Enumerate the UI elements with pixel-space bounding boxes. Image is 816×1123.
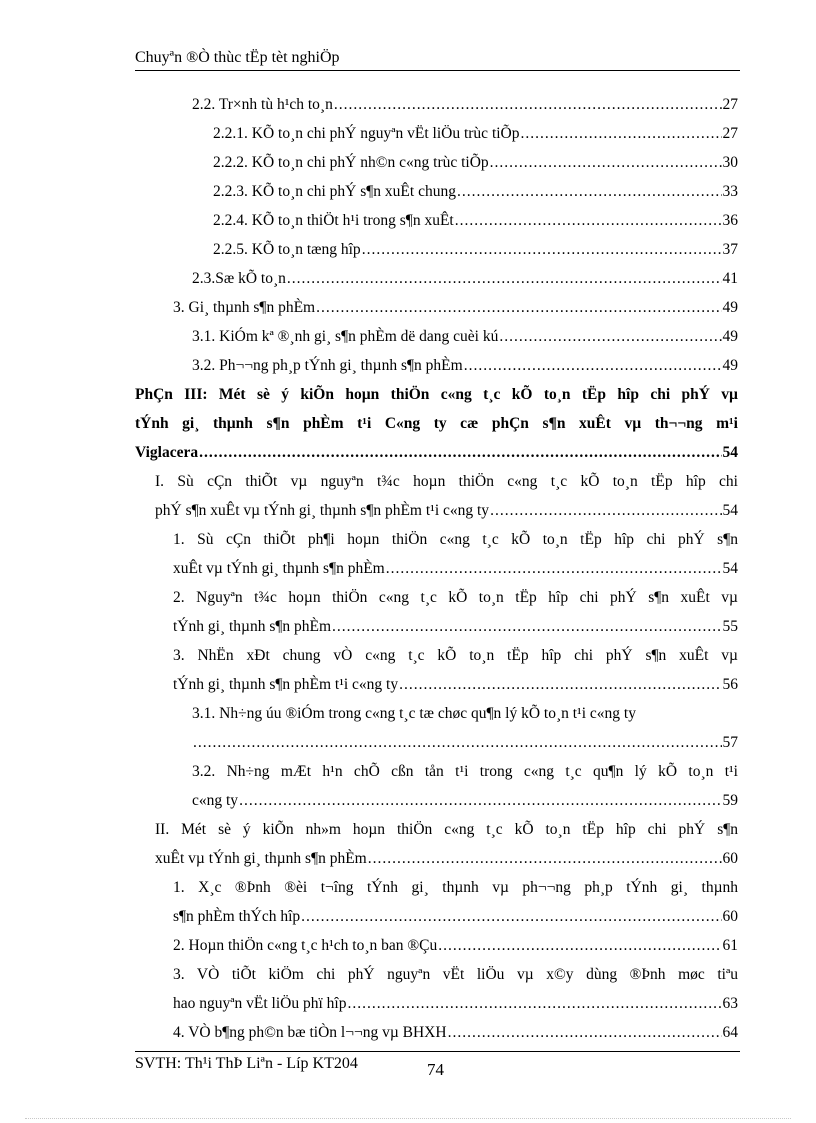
toc-entry-title: 2.2.1. KÕ to¸n chi phÝ nguyªn vËt liÖu trùc tiÕp: [213, 125, 520, 142]
toc-entry-page: 27: [722, 96, 738, 113]
header-title: Chuyªn ®Ò thùc tËp tèt nghiÖp: [135, 49, 340, 66]
toc-entry-title: c«ng ty: [192, 792, 239, 809]
toc-entry-title: 2.2.4. KÕ to¸n thiÖt h¹i trong s¶n xuÊt: [213, 212, 454, 229]
toc-entry: [213, 180, 738, 204]
toc-entry: [213, 122, 738, 146]
toc-entry: [213, 209, 738, 233]
toc-entry-page: 27: [722, 125, 738, 142]
toc-part-heading: PhÇn III: Mét sè ý kiÕn hoµn thiÖn c«ng t¸c kÕ to¸n tËp hîp chi phÝ vµ: [135, 386, 738, 403]
toc-entry: [173, 1021, 738, 1045]
toc-entry-page: 41: [722, 270, 738, 287]
toc-entry-page: 36: [722, 212, 738, 229]
toc-entry: [173, 934, 738, 958]
toc-entry-page: 37: [722, 241, 738, 258]
toc-entry: [192, 93, 738, 117]
page-edge-divider: [25, 1118, 791, 1120]
toc-entry-line: I. Sù cÇn thiÕt vµ nguyªn t¾c hoµn thiÖn c«ng t¸c kÕ to¸n tËp hîp chi: [155, 473, 738, 490]
toc-entry: [213, 238, 738, 262]
toc-entry-title: 2.2.3. KÕ to¸n chi phÝ s¶n xuÊt chung: [213, 183, 456, 200]
toc-entry-line: 3.1. Nh÷ng úu ®iÓm trong c«ng t¸c tæ chøc qu¶n lý kÕ to¸n t¹i c«ng ty: [192, 705, 636, 722]
toc-entry-page: 49: [722, 299, 738, 316]
toc-entry-title: 3.2. Ph¬¬ng ph¸p tÝnh gi¸ thµnh s¶n phÈm: [192, 357, 463, 374]
toc-entry: [192, 267, 738, 291]
toc-entry-page: 60: [722, 850, 738, 867]
page-header: [135, 49, 740, 71]
page-number: 74: [427, 1060, 444, 1079]
toc-entry-page: 33: [722, 183, 738, 200]
toc-entry: [155, 847, 738, 871]
toc-entry: [173, 557, 738, 581]
toc-entry-page: 49: [722, 357, 738, 374]
toc-entry: [192, 789, 738, 813]
toc-entry: [173, 296, 738, 320]
toc-entry-page: 64: [722, 1024, 738, 1041]
toc-entry-title: s¶n phÈm thÝch hîp: [173, 908, 301, 925]
toc-entry-line: 2. Nguyªn t¾c hoµn thiÖn c«ng t¸c kÕ to¸n tËp hîp chi phÝ s¶n xuÊt vµ: [173, 589, 738, 606]
toc-entry-page: 54: [722, 502, 738, 519]
toc-entry-line: 3. NhËn xÐt chung vÒ c«ng t¸c kÕ to¸n tËp hîp chi phÝ s¶n xuÊt vµ: [173, 647, 738, 664]
footer-author: SVTH: Th¹i ThÞ Liªn - Líp KT204: [135, 1055, 358, 1072]
toc-entry-line: 1. Sù cÇn thiÕt ph¶i hoµn thiÖn c«ng t¸c kÕ to¸n tËp hîp chi phÝ s¶n: [173, 531, 738, 548]
toc-entry-page: 30: [722, 154, 738, 171]
toc-entry-title: 3.1. KiÓm kª ®¸nh gi¸ s¶n phÈm dë dang cuèi kú: [192, 328, 499, 345]
toc-entry-page: 54: [722, 560, 738, 577]
toc-entry-line: 3. VÒ tiÕt kiÖm chi phÝ nguyªn vËt liÖu vµ x©y dùng ®Þnh møc tiªu: [173, 966, 738, 983]
toc-entry-page: 63: [722, 995, 738, 1012]
toc-entry: [135, 441, 738, 465]
toc-entry: [173, 673, 738, 697]
toc-entry-page: 56: [722, 676, 738, 693]
toc-entry-title: hao nguyªn vËt liÖu phï hîp: [173, 995, 347, 1012]
toc-entry-line: 3.2. Nh÷ng mÆt h¹n chÕ cßn tån t¹i trong c«ng t¸c qu¶n lý kÕ to¸n t¹i: [192, 763, 738, 780]
toc-entry-title: 2.3.Sæ kÕ to¸n: [192, 270, 286, 287]
toc-entry-title: xuÊt vµ tÝnh gi¸ thµnh s¶n phÈm: [173, 560, 385, 577]
toc-entry-title: tÝnh gi¸ thµnh s¶n phÈm t¹i c«ng ty: [173, 676, 399, 693]
toc-entry-page: 59: [722, 792, 738, 809]
toc-entry-page: 55: [722, 618, 738, 635]
toc-entry: [173, 992, 738, 1016]
toc-entry-line: II. Mét sè ý kiÕn nh»m hoµn thiÖn c«ng t¸c kÕ to¸n tËp hîp chi phÝ s¶n: [155, 821, 738, 838]
toc-entry-page: 57: [722, 734, 738, 751]
toc-entry: [192, 354, 738, 378]
toc-entry: [173, 615, 738, 639]
toc-entry: [155, 499, 738, 523]
toc-entry-title: phÝ s¶n xuÊt vµ tÝnh gi¸ thµnh s¶n phÈm t¹i c«ng ty: [155, 502, 490, 519]
toc-entry-title: 2.2.5. KÕ to¸n tæng hîp: [213, 241, 361, 258]
toc-entry-title: xuÊt vµ tÝnh gi¸ thµnh s¶n phÈm: [155, 850, 367, 867]
toc-entry-page: 61: [722, 937, 738, 954]
toc-entry-page: 60: [722, 908, 738, 925]
toc-entry-title: Viglacera: [135, 444, 199, 461]
toc-entry-title: 2. Hoµn thiÖn c«ng t¸c h¹ch to¸n ban ®Çu: [173, 937, 438, 954]
toc-entry: [192, 731, 738, 755]
footer-divider: [135, 1051, 740, 1052]
toc-entry-page: 49: [722, 328, 738, 345]
toc-entry-page: 54: [722, 444, 738, 461]
toc-entry-title: 3. Gi¸ thµnh s¶n phÈm: [173, 299, 316, 316]
toc-entry: [192, 325, 738, 349]
toc-entry-title: 2.2. Tr×nh tù h¹ch to¸n: [192, 96, 333, 113]
toc-entry: [213, 151, 738, 175]
toc-entry-title: 4. VÒ b¶ng ph©n bæ tiÒn l¬¬ng vµ BHXH: [173, 1024, 447, 1041]
toc-entry: [173, 905, 738, 929]
toc-entry-line: 1. X¸c ®Þnh ®èi t¬îng tÝnh gi¸ thµnh vµ ph¬¬ng ph¸p tÝnh gi¸ thµnh: [173, 879, 738, 896]
toc-entry-title: 2.2.2. KÕ to¸n chi phÝ nh©n c«ng trùc tiÕp: [213, 154, 489, 171]
toc-entry-title: tÝnh gi¸ thµnh s¶n phÈm: [173, 618, 332, 635]
toc-part-heading: tÝnh gi¸ thµnh s¶n phÈm t¹i C«ng ty cæ phÇn s¶n xuÊt vµ th¬¬ng m¹i: [135, 415, 738, 432]
